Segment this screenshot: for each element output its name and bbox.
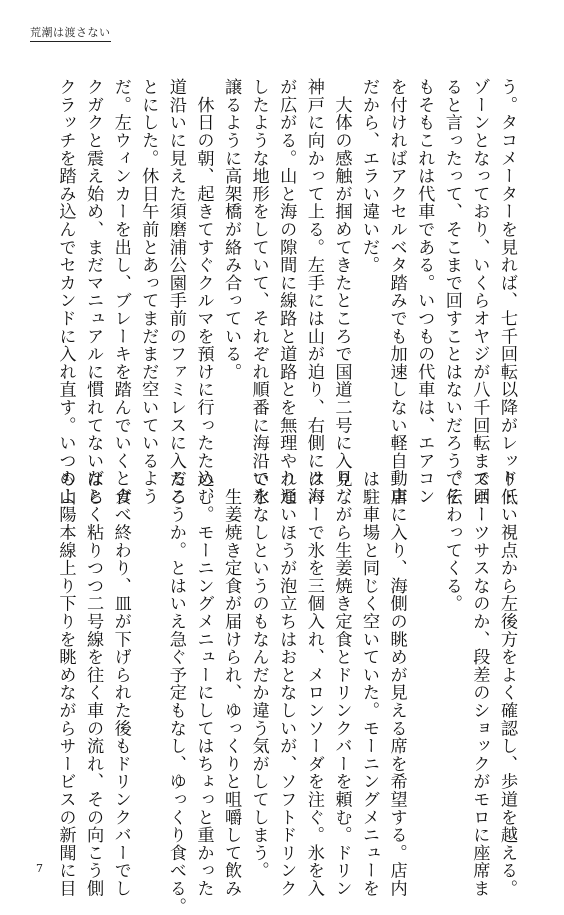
text-line: れないほうが泡立ちはおとなしいが、ソフトドリンク xyxy=(276,470,297,898)
text-line: クガクと震え始め、まだマニュアルに慣れてないなと xyxy=(83,78,104,506)
text-line: の山陽本線上り下りを眺めながらサービスの新聞に目 xyxy=(55,470,76,898)
text-line: 道沿いに見えた須磨浦公園手前のファミレスに入るこ xyxy=(165,78,186,506)
text-line: クバーで氷を三個入れ、メロンソーダを注ぐ。氷を入 xyxy=(303,470,324,898)
text-line: だろうか。とはいえ急ぐ予定もなし、ゆっくり食べる。 xyxy=(165,470,186,915)
text-line xyxy=(410,470,438,830)
text-line: 生姜焼き定食が届けられ、ゆっくりと咀嚼して飲み xyxy=(221,470,242,898)
text-line: 大体の感触が掴めてきたところで国道二号に入り、 xyxy=(331,78,352,506)
text-line: 込む。モーニングメニューにしてはちょっと重かった xyxy=(193,470,214,898)
text-line: り低い視点から左後方をよく確認し、歩道を越える。 xyxy=(497,470,517,898)
text-line: う。タコメーターを見れば、七千回転以降がレッド・ xyxy=(497,78,517,506)
text-line: ると言ったって、そこまで回すことはないだろう。そ xyxy=(441,78,462,506)
text-line: 休日の朝、起きてすぐクルマを預けに行ったため、 xyxy=(193,78,214,506)
text-line: 神戸に向かって上る。左手には山が迫り、右側には海 xyxy=(303,78,324,506)
text-line: ゾーンとなっており、いくらオヤジが八千回転まで回 xyxy=(469,78,490,506)
text-line: クラッチを踏み込んでセカンドに入れ直す。いつもよ xyxy=(55,78,76,506)
text-line: 見ながら生姜焼き定食とドリンクバーを頼む。ドリン xyxy=(331,470,352,898)
text-line: で伝わってくる。 xyxy=(441,470,462,613)
text-line: したような地形をしていて、それぞれ順番に海沿いを xyxy=(248,78,269,506)
text-line: は駐車場と同じく空いていた。モーニングメニューを xyxy=(359,470,380,898)
running-header-title: 荒潮は渡さない xyxy=(30,24,111,42)
text-line: 食べ終わり、皿が下げられた後もドリンクバーでし xyxy=(110,470,131,898)
text-line: が広がる。山と海の隙間に線路と道路とを無理やり通 xyxy=(276,78,297,506)
text-line: もそもこれは代車である。いつもの代車は、エアコン xyxy=(414,78,435,506)
text-line: 店に入り、海側の眺めが見える席を希望する。店内 xyxy=(386,470,407,898)
text-line: だ。左ウィンカーを出し、ブレーキを踏んでいくとガ xyxy=(110,78,131,506)
text-line: を付ければアクセルベタ踏みでも加速しない軽自動車 xyxy=(386,78,407,506)
text-line: だから、エラい違いだ。 xyxy=(359,78,380,274)
text-line: とにした。休日午前とあってまだまだ空いているよう xyxy=(138,78,159,506)
text-line xyxy=(134,470,162,830)
body-text-lower-block xyxy=(51,470,520,915)
page-number: 7 xyxy=(36,862,43,875)
text-line: で氷なしというのもなんだか違う気がしてしまう。 xyxy=(248,470,269,880)
body-text-upper-block xyxy=(51,78,520,506)
text-line: 譲るように高架橋が絡み合っている。 xyxy=(221,78,242,381)
text-line: スポーツサスなのか、段差のショックがモロに座席ま xyxy=(469,470,490,898)
text-line: ばらく粘りつつ二号線を往く車の流れ、その向こう側 xyxy=(83,470,104,898)
